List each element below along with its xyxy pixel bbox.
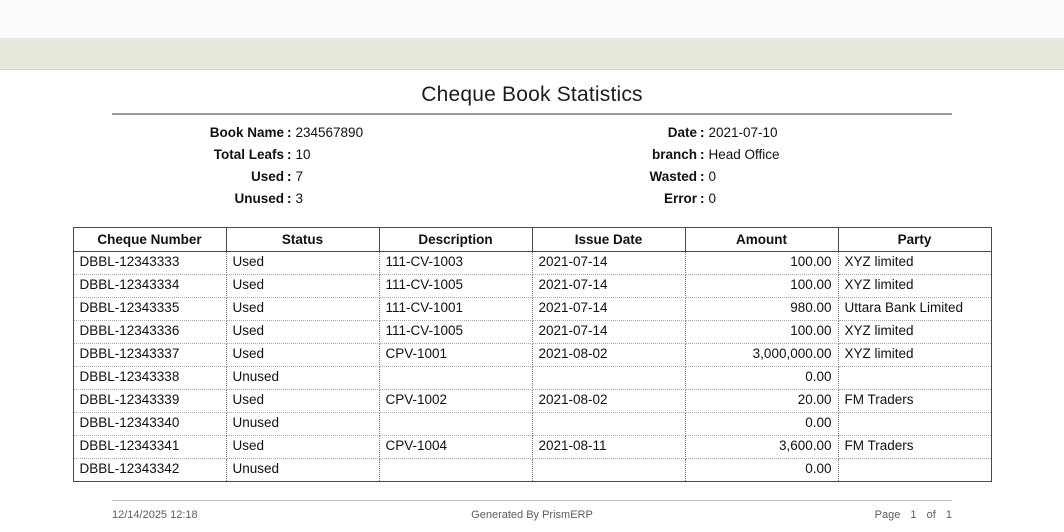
cell-amount: 3,600.00 <box>685 436 838 459</box>
page-title: Cheque Book Statistics <box>421 83 643 106</box>
meta-row-wasted <box>532 167 952 187</box>
meta-column-left <box>112 123 532 211</box>
cell-issue-date <box>532 367 685 390</box>
report-page <box>0 83 1064 521</box>
cell-description <box>379 459 532 482</box>
cell-status: Used <box>226 436 379 459</box>
meta-label-used: Used <box>250 169 284 184</box>
table-row <box>73 321 991 344</box>
meta-label-branch: branch <box>651 147 697 162</box>
table-row <box>73 390 991 413</box>
cell-status: Used <box>226 390 379 413</box>
cell-cheque-number: DBBL-12343335 <box>73 298 226 321</box>
cell-issue-date: 2021-08-11 <box>532 436 685 459</box>
cell-issue-date: 2021-07-14 <box>532 298 685 321</box>
cell-party <box>838 459 991 482</box>
table-row <box>73 252 991 275</box>
meta-label-error: Error <box>663 191 697 206</box>
cell-cheque-number: DBBL-12343334 <box>73 275 226 298</box>
column-header-cheque-number: Cheque Number <box>73 228 226 252</box>
cell-party <box>838 367 991 390</box>
cell-description <box>379 413 532 436</box>
footer-page-number: 1 <box>910 509 917 521</box>
cell-issue-date <box>532 459 685 482</box>
cell-cheque-number: DBBL-12343333 <box>73 252 226 275</box>
column-header-description: Description <box>379 228 532 252</box>
report-footer <box>112 500 952 521</box>
meta-row-date <box>532 123 952 143</box>
cell-party: XYZ limited <box>838 252 991 275</box>
meta-colon: : <box>700 169 705 184</box>
meta-row-unused <box>112 189 532 209</box>
table-row <box>73 413 991 436</box>
cell-amount: 980.00 <box>685 298 838 321</box>
cell-description: 111-CV-1003 <box>379 252 532 275</box>
cell-status: Unused <box>226 413 379 436</box>
column-header-status: Status <box>226 228 379 252</box>
cell-amount: 0.00 <box>685 367 838 390</box>
cell-amount: 0.00 <box>685 459 838 482</box>
cell-party <box>838 413 991 436</box>
cell-party: XYZ limited <box>838 275 991 298</box>
report-meta <box>112 123 952 211</box>
cell-amount: 100.00 <box>685 321 838 344</box>
cell-status: Unused <box>226 459 379 482</box>
cell-description: CPV-1001 <box>379 344 532 367</box>
meta-colon: : <box>700 125 705 140</box>
cell-status: Used <box>226 275 379 298</box>
cell-issue-date <box>532 413 685 436</box>
cell-amount: 100.00 <box>685 252 838 275</box>
column-header-amount: Amount <box>685 228 838 252</box>
table-row <box>73 459 991 482</box>
meta-label-book-name: Book Name <box>209 125 284 140</box>
cell-party: FM Traders <box>838 390 991 413</box>
cell-party: XYZ limited <box>838 321 991 344</box>
cell-issue-date: 2021-08-02 <box>532 344 685 367</box>
cell-cheque-number: DBBL-12343342 <box>73 459 226 482</box>
meta-value-wasted: 0 <box>708 169 717 184</box>
meta-value-total-leafs: 10 <box>295 147 311 162</box>
title-divider <box>112 113 952 115</box>
cell-cheque-number: DBBL-12343336 <box>73 321 226 344</box>
browser-top-strip <box>0 0 1064 39</box>
meta-value-unused: 3 <box>295 191 304 206</box>
cell-status: Used <box>226 252 379 275</box>
cell-description: 111-CV-1005 <box>379 275 532 298</box>
meta-column-right <box>532 123 952 211</box>
table-row <box>73 367 991 390</box>
cell-description: 111-CV-1001 <box>379 298 532 321</box>
meta-row-branch <box>532 145 952 165</box>
cell-cheque-number: DBBL-12343337 <box>73 344 226 367</box>
cell-issue-date: 2021-08-02 <box>532 390 685 413</box>
footer-timestamp: 12/14/2025 12:18 <box>112 509 198 521</box>
cell-amount: 20.00 <box>685 390 838 413</box>
table-row <box>73 436 991 459</box>
cell-description: 111-CV-1005 <box>379 321 532 344</box>
meta-colon: : <box>700 191 705 206</box>
cell-status: Used <box>226 321 379 344</box>
cell-issue-date: 2021-07-14 <box>532 252 685 275</box>
meta-label-wasted: Wasted <box>649 169 697 184</box>
footer-pagination <box>675 509 952 521</box>
meta-value-date: 2021-07-10 <box>708 125 778 140</box>
meta-value-used: 7 <box>295 169 304 184</box>
meta-label-date: Date <box>667 125 697 140</box>
cheque-table <box>73 227 992 482</box>
meta-value-book-name: 234567890 <box>295 125 364 140</box>
meta-label-unused: Unused <box>234 191 284 206</box>
column-header-party: Party <box>838 228 991 252</box>
meta-colon: : <box>287 125 292 140</box>
meta-colon: : <box>287 191 292 206</box>
cell-amount: 0.00 <box>685 413 838 436</box>
cell-status: Used <box>226 298 379 321</box>
meta-row-book-name <box>112 123 532 143</box>
cell-cheque-number: DBBL-12343340 <box>73 413 226 436</box>
toolbar-band <box>0 39 1064 70</box>
cell-description: CPV-1004 <box>379 436 532 459</box>
cell-cheque-number: DBBL-12343341 <box>73 436 226 459</box>
cell-description: CPV-1002 <box>379 390 532 413</box>
meta-label-total-leafs: Total Leafs <box>213 147 284 162</box>
cell-party: XYZ limited <box>838 344 991 367</box>
meta-row-error <box>532 189 952 209</box>
footer-page-label: Page <box>874 509 901 521</box>
cell-description <box>379 367 532 390</box>
meta-row-used <box>112 167 532 187</box>
table-row <box>73 298 991 321</box>
meta-value-branch: Head Office <box>708 147 780 162</box>
cell-issue-date: 2021-07-14 <box>532 321 685 344</box>
cell-status: Used <box>226 344 379 367</box>
footer-generated-by: Generated By PrismERP <box>471 509 593 521</box>
table-header-row <box>73 228 991 252</box>
meta-value-error: 0 <box>708 191 717 206</box>
cell-cheque-number: DBBL-12343338 <box>73 367 226 390</box>
cell-cheque-number: DBBL-12343339 <box>73 390 226 413</box>
footer-page-total: 1 <box>945 509 952 521</box>
cell-party: Uttara Bank Limited <box>838 298 991 321</box>
meta-row-total-leafs <box>112 145 532 165</box>
table-row <box>73 344 991 367</box>
cell-issue-date: 2021-07-14 <box>532 275 685 298</box>
meta-colon: : <box>700 147 705 162</box>
cell-amount: 100.00 <box>685 275 838 298</box>
cell-status: Unused <box>226 367 379 390</box>
table-row <box>73 275 991 298</box>
cell-party: FM Traders <box>838 436 991 459</box>
cell-amount: 3,000,000.00 <box>685 344 838 367</box>
meta-colon: : <box>287 169 292 184</box>
column-header-issue-date: Issue Date <box>532 228 685 252</box>
meta-colon: : <box>287 147 292 162</box>
footer-page-of: of <box>926 509 936 521</box>
